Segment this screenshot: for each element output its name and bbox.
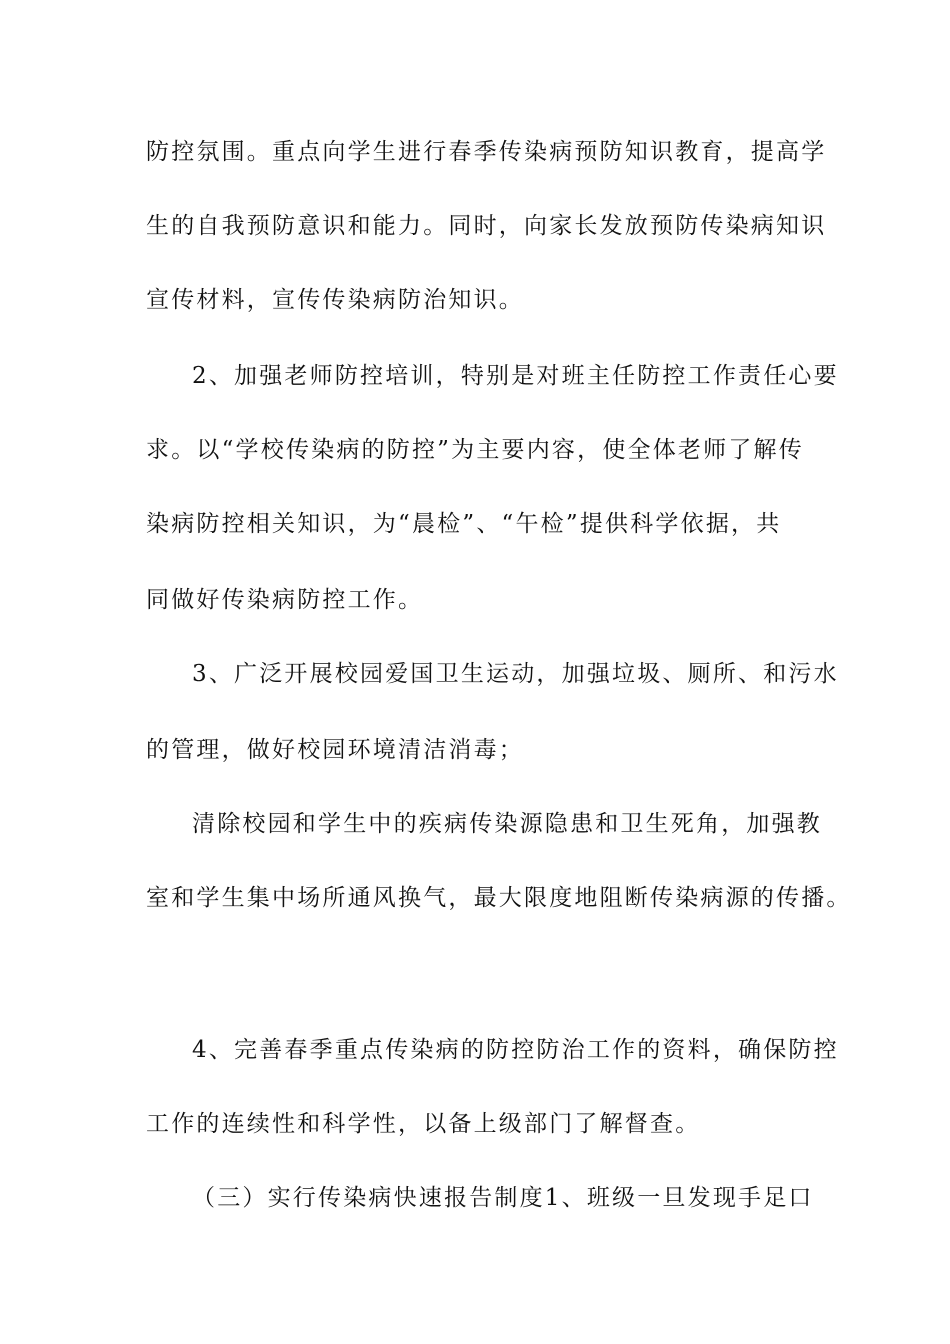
paragraph-start: 清除校园和学生中的疾病传染源隐患和卫生死角，加强教	[192, 811, 822, 837]
section-heading: （三）实行传染病快速报告制度1、班级一旦发现手足口	[192, 1185, 814, 1211]
text-line: 生的自我预防意识和能力。同时，向家长发放预防传染病知识	[146, 213, 827, 239]
text-line: 室和学生集中场所通风换气，最大限度地阻断传染病源的传播。	[146, 885, 852, 911]
paragraph-2-start: 2、加强老师防控培训，特别是对班主任防控工作责任心要	[192, 363, 839, 389]
text-line: 的管理，做好校园环境清洁消毒；	[146, 737, 524, 763]
paragraph-4-start: 4、完善春季重点传染病的防控防治工作的资料，确保防控	[192, 1037, 839, 1063]
text-line: 工作的连续性和科学性，以备上级部门了解督查。	[146, 1111, 701, 1137]
paragraph-3-start: 3、广泛开展校园爱国卫生运动，加强垃圾、厕所、和污水	[192, 661, 839, 687]
text-line: 求。以“学校传染病的防控”为主要内容，使全体老师了解传	[146, 437, 804, 463]
text-line: 染病防控相关知识，为“晨检”、“午检”提供科学依据，共	[146, 511, 782, 537]
text-line: 同做好传染病防控工作。	[146, 587, 424, 613]
text-line: 防控氛围。重点向学生进行春季传染病预防知识教育，提高学	[146, 139, 827, 165]
text-line: 宣传材料，宣传传染病防治知识。	[146, 287, 524, 313]
